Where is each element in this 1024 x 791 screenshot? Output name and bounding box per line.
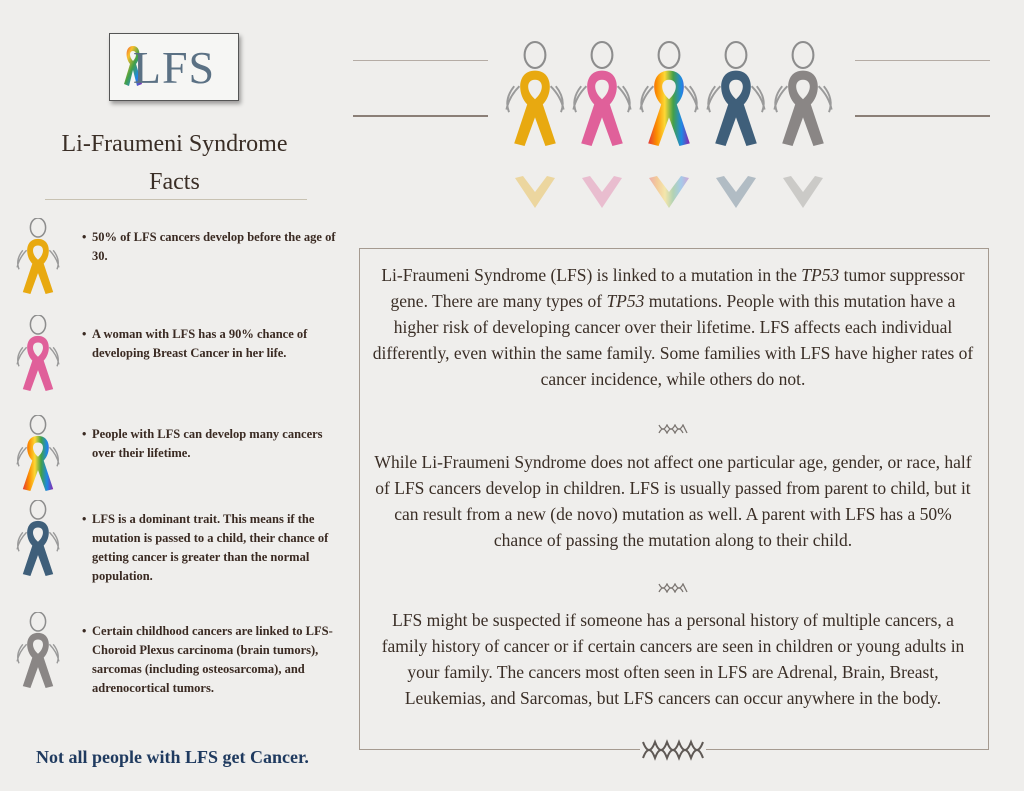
ribbon-icon (23, 521, 53, 576)
fact-text: • People with LFS can develop many cancers over their lifetime. (92, 425, 347, 463)
ribbon-people-banner (490, 40, 850, 220)
head-icon (525, 42, 546, 68)
paragraph-inheritance (368, 449, 978, 553)
ribbon-icon (648, 71, 690, 146)
paragraph-text: While Li-Fraumeni Syndrome does not affect one particular age, gender, or race, half of LFS cancers develop in children. LFS is usually passed from parent to child, but it can result from a new (de novo) mutation as well. A parent with LFS has a 50% chance of passing the mutation along to their child. (374, 452, 972, 550)
ribbon-reflection (716, 176, 756, 208)
paragraph-tp53 (368, 262, 978, 392)
lfs-logo (109, 33, 239, 101)
fact-text: • A woman with LFS has a 90% chance of developing Breast Cancer in her life. (92, 325, 347, 363)
sidebar-title-line2: Facts (149, 169, 200, 195)
ribbon-reflection (649, 176, 689, 208)
ribbon-icon (23, 633, 53, 688)
banner-line-bottom-right (855, 115, 990, 117)
paragraph-text: mutations. People with this mutation have a higher risk of developing cancer over their lifetime. LFS affects each individual differently, even within the same family. Some families with LFS have higher rates of cancer incidence, while others do not. (372, 291, 974, 389)
sidebar-divider (45, 199, 307, 200)
dna-helix-icon (640, 739, 706, 761)
logo-text: LFS (132, 41, 216, 93)
paragraph-text: LFS might be suspected if someone has a personal history of multiple cancers, a family history of cancer or if certain cancers are seen in children or young adults in your family. The cancers most often seen in LFS are Adrenal, Brain, Breast, Leukemias, and Sarcomas, but LFS cancers can occur anywhere in the body. (381, 610, 965, 708)
ribbon-person-gold (506, 42, 563, 146)
head-icon (659, 42, 680, 68)
head-icon (30, 415, 45, 434)
banner-line-top-right (855, 60, 990, 61)
ribbon-icon (581, 71, 623, 146)
ribbon-person-gray (774, 42, 831, 146)
blue-ribbon-person-icon (14, 500, 62, 580)
sidebar-title-line1: Li-Fraumeni Syndrome (61, 131, 288, 157)
dna-divider-icon (658, 424, 688, 434)
ribbon-reflection (515, 176, 555, 208)
head-icon (30, 218, 45, 237)
dna-divider-icon (658, 583, 688, 593)
head-icon (30, 315, 45, 334)
head-icon (30, 500, 45, 519)
ribbon-icon (514, 71, 556, 146)
ribbon-icon (23, 436, 53, 491)
gene-name: TP53 (801, 265, 840, 285)
fact-text: • 50% of LFS cancers develop before the age of 30. (92, 228, 347, 266)
head-icon (30, 612, 45, 631)
paragraph-text: tumor suppressor gene. There are many types of (390, 265, 965, 311)
ribbon-person-pink (573, 42, 630, 146)
ribbon-icon (23, 239, 53, 294)
pink-ribbon-person-icon (14, 315, 62, 395)
gold-ribbon-person-icon (14, 218, 62, 298)
ribbon-icon (23, 336, 53, 391)
head-icon (726, 42, 747, 68)
rainbow-ribbon-person-icon (14, 415, 62, 495)
head-icon (592, 42, 613, 68)
sidebar-title (22, 125, 327, 201)
banner-line-bottom-left (353, 115, 488, 117)
banner-line-top-left (353, 60, 488, 61)
ribbon-person-blue (707, 42, 764, 146)
paragraph-diagnosis (368, 607, 978, 711)
tagline: Not all people with LFS get Cancer. (36, 747, 309, 767)
gray-ribbon-person-icon (14, 612, 62, 692)
ribbon-icon (782, 71, 824, 146)
ribbon-icon (715, 71, 757, 146)
paragraph-text: Li-Fraumeni Syndrome (LFS) is linked to a mutation in the (381, 265, 802, 285)
ribbon-reflection (582, 176, 622, 208)
ribbon-person-rainbow (640, 42, 697, 146)
gene-name: TP53 (606, 291, 645, 311)
ribbon-reflection (783, 176, 823, 208)
fact-text: • LFS is a dominant trait. This means if the mutation is passed to a child, their chance of getting cancer is greater than the normal population. (92, 510, 347, 586)
head-icon (793, 42, 814, 68)
fact-text: • Certain childhood cancers are linked to LFS- Choroid Plexus carcinoma (brain tumors), sarcomas (including osteosarcoma), and adrenocortical tumors. (92, 622, 347, 698)
